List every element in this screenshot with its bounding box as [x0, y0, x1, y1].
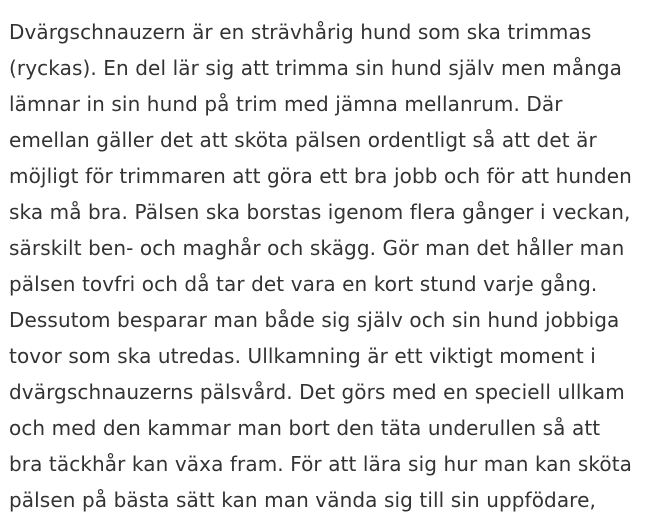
paragraph-line: bra täckhår kan växa fram. För att lära sig hur man kan sköta — [9, 452, 633, 476]
paragraph-line: tovor som ska utredas. Ullkamning är ett viktigt moment i — [9, 344, 596, 368]
paragraph-line: pälsen på bästa sätt kan man vända sig till sin uppfödare, — [9, 488, 596, 512]
paragraph-line: dvärgschnauzerns pälsvård. Det görs med en speciell ullkam — [9, 380, 625, 404]
paragraph-line: lämnar in sin hund på trim med jämna mellanrum. Där — [9, 92, 563, 116]
paragraph-line: Dvärgschnauzern är en strävhårig hund som ska trimmas — [9, 20, 592, 44]
paragraph-line: särskilt ben- och maghår och skägg. Gör man det håller man — [9, 236, 625, 260]
article-paragraph — [9, 14, 655, 518]
paragraph-line: och med den kammar man bort den täta underullen så att — [9, 416, 601, 440]
paragraph-line: Dessutom besparar man både sig själv och sin hund jobbiga — [9, 308, 620, 332]
paragraph-line: möjligt för trimmaren att göra ett bra jobb och för att hunden — [9, 164, 632, 188]
paragraph-line: (ryckas). En del lär sig att trimma sin hund själv men många — [9, 56, 623, 80]
paragraph-line: emellan gäller det att sköta pälsen ordentligt så att det är — [9, 128, 597, 152]
paragraph-line: pälsen tovfri och då tar det vara en kort stund varje gång. — [9, 272, 598, 296]
paragraph-line: ska må bra. Pälsen ska borstas igenom flera gånger i veckan, — [9, 200, 631, 224]
